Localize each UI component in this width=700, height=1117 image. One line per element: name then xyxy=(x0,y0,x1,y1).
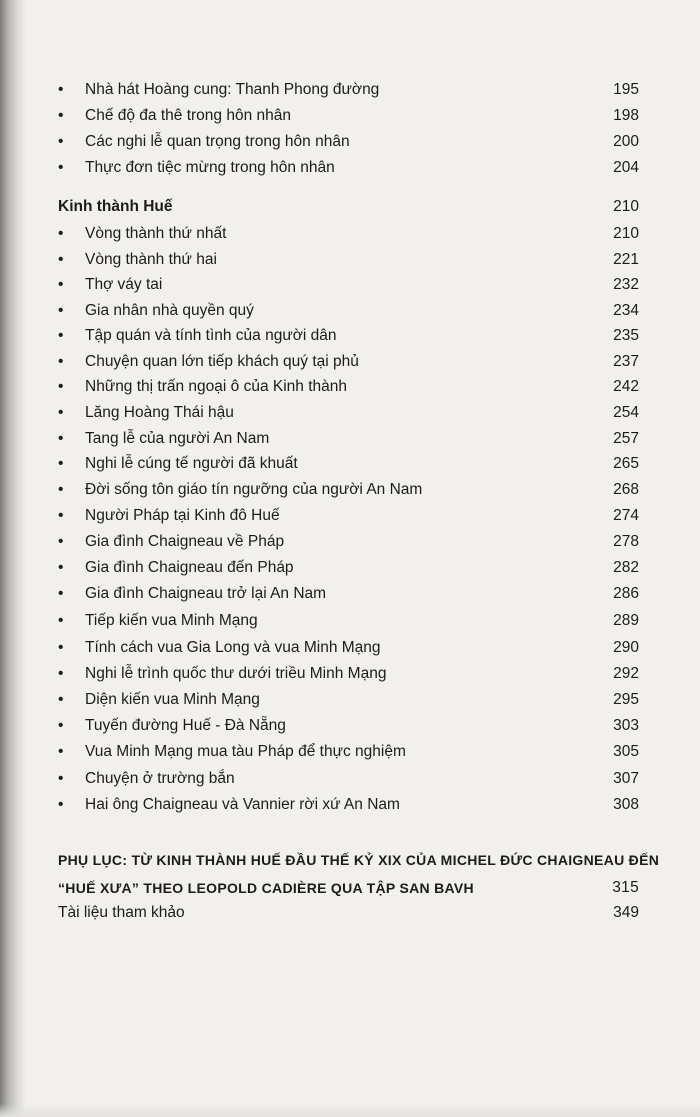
toc-entry-title: Nghi lễ cúng tế người đã khuất xyxy=(85,455,298,472)
bullet: • xyxy=(58,251,64,268)
toc-entry-page: 254 xyxy=(613,404,639,421)
toc-entry-title: Vòng thành thứ nhất xyxy=(85,225,227,242)
toc-entry-title: Chuyện ở trường bắn xyxy=(85,770,235,787)
toc-entry-page: 257 xyxy=(613,430,639,447)
toc-entry[interactable] xyxy=(58,156,639,180)
bullet: • xyxy=(58,665,64,682)
section-page: 210 xyxy=(613,198,639,215)
bullet: • xyxy=(58,225,64,242)
bullet: • xyxy=(58,612,64,629)
toc-entry-title: Gia đình Chaigneau trở lại An Nam xyxy=(85,585,327,602)
toc-entry-page: 282 xyxy=(613,559,639,576)
toc-entry[interactable] xyxy=(58,662,639,686)
toc-entry[interactable] xyxy=(58,350,639,374)
toc-entry-page: 237 xyxy=(613,353,639,370)
toc-entry-page: 295 xyxy=(613,691,639,708)
toc-entry[interactable] xyxy=(58,299,639,323)
toc-entry-title: Tập quán và tính tình của người dân xyxy=(85,327,337,344)
toc-entry[interactable] xyxy=(58,767,639,791)
toc-entry-page: 307 xyxy=(613,770,639,787)
bullet: • xyxy=(58,107,64,124)
toc-entry[interactable] xyxy=(58,636,639,660)
toc-entry[interactable] xyxy=(58,478,639,502)
toc-entry-page: 274 xyxy=(613,507,639,524)
toc-entry[interactable] xyxy=(58,222,639,246)
bullet: • xyxy=(58,743,64,760)
toc-entry-title: Nhà hát Hoàng cung: Thanh Phong đường xyxy=(85,81,380,98)
appendix-page: 315 xyxy=(612,879,639,896)
appendix-title-line2: “HUẾ XƯA” THEO LEOPOLD CADIÈRE QUA TẬP SAN BAVH xyxy=(58,880,474,896)
toc-entry-page: 308 xyxy=(613,796,639,813)
bullet: • xyxy=(58,81,64,98)
toc-entry-title: Đời sống tôn giáo tín ngưỡng của người An Nam xyxy=(85,481,423,498)
toc-entry-title: Người Pháp tại Kinh đô Huế xyxy=(85,507,280,524)
toc-entry[interactable] xyxy=(58,248,639,272)
toc-entry-page: 305 xyxy=(613,743,639,760)
toc-entry[interactable] xyxy=(58,324,639,348)
toc-entry-page: 195 xyxy=(613,81,639,98)
toc-entry-title: Chuyện quan lớn tiếp khách quý tại phủ xyxy=(85,353,359,370)
toc-entry[interactable] xyxy=(58,78,639,102)
toc-entry[interactable] xyxy=(58,714,639,738)
toc-entry-title: Hai ông Chaigneau và Vannier rời xứ An Nam xyxy=(85,796,400,813)
toc-entry-page: 200 xyxy=(613,133,639,150)
toc-entry-title: Nghi lễ trình quốc thư dưới triều Minh Mạng xyxy=(85,665,387,682)
toc-entry-title: Thợ váy tai xyxy=(85,276,163,293)
toc-entry-page: 292 xyxy=(613,665,639,682)
toc-entry[interactable] xyxy=(58,740,639,764)
toc-entry[interactable] xyxy=(58,273,639,297)
toc-entry-page: 232 xyxy=(613,276,639,293)
toc-entry[interactable] xyxy=(58,375,639,399)
bullet: • xyxy=(58,559,64,576)
toc-entry-title: Chế độ đa thê trong hôn nhân xyxy=(85,107,291,124)
toc-entry[interactable] xyxy=(58,130,639,154)
toc-entry-page: 289 xyxy=(613,612,639,629)
toc-entry-page: 290 xyxy=(613,639,639,656)
toc-entry-page: 303 xyxy=(613,717,639,734)
toc-entry-title: Lăng Hoàng Thái hậu xyxy=(85,404,234,421)
toc-references-entry[interactable] xyxy=(58,901,639,925)
bullet: • xyxy=(58,639,64,656)
toc-entry-page: 242 xyxy=(613,378,639,395)
page-bottom-edge xyxy=(0,1103,700,1117)
toc-entry[interactable] xyxy=(58,427,639,451)
toc-entry[interactable] xyxy=(58,793,639,817)
references-title: Tài liệu tham khảo xyxy=(58,904,185,921)
toc-entry[interactable] xyxy=(58,530,639,554)
toc-entry-title: Tiếp kiến vua Minh Mạng xyxy=(85,612,258,629)
bullet: • xyxy=(58,455,64,472)
toc-entry-page: 278 xyxy=(613,533,639,550)
bullet: • xyxy=(58,133,64,150)
bullet: • xyxy=(58,327,64,344)
toc-entry-title: Vua Minh Mạng mua tàu Pháp để thực nghiệm xyxy=(85,743,406,760)
toc-entry-title: Tang lễ của người An Nam xyxy=(85,430,270,447)
toc-entry-page: 210 xyxy=(613,225,639,242)
toc-entry[interactable] xyxy=(58,582,639,606)
toc-entry-title: Gia đình Chaigneau về Pháp xyxy=(85,533,285,550)
toc-entry-title: Tính cách vua Gia Long và vua Minh Mạng xyxy=(85,639,381,656)
bullet: • xyxy=(58,353,64,370)
toc-entry-page: 235 xyxy=(613,327,639,344)
bullet: • xyxy=(58,481,64,498)
toc-entry-page: 204 xyxy=(613,159,639,176)
toc-entry-page: 221 xyxy=(613,251,639,268)
toc-entry-title: Tuyến đường Huế - Đà Nẵng xyxy=(85,717,286,734)
bullet: • xyxy=(58,159,64,176)
toc-entry[interactable] xyxy=(58,104,639,128)
toc-entry-title: Thực đơn tiệc mừng trong hôn nhân xyxy=(85,159,335,176)
bullet: • xyxy=(58,717,64,734)
bullet: • xyxy=(58,770,64,787)
toc-entry-title: Gia đình Chaigneau đến Pháp xyxy=(85,559,294,576)
toc-entry-page: 265 xyxy=(613,455,639,472)
references-page: 349 xyxy=(613,904,639,921)
toc-entry[interactable] xyxy=(58,609,639,633)
bullet: • xyxy=(58,533,64,550)
toc-entry-page: 268 xyxy=(613,481,639,498)
section-title: Kinh thành Huế xyxy=(58,198,173,215)
bullet: • xyxy=(58,430,64,447)
toc-appendix-heading[interactable] xyxy=(58,847,660,903)
bullet: • xyxy=(58,691,64,708)
bullet: • xyxy=(58,796,64,813)
bullet: • xyxy=(58,302,64,319)
toc-entry[interactable] xyxy=(58,504,639,528)
toc-entry-page: 198 xyxy=(613,107,639,124)
toc-section-heading[interactable] xyxy=(58,195,639,219)
toc-entry[interactable] xyxy=(58,401,639,425)
appendix-title-line1: PHỤ LỤC: TỪ KINH THÀNH HUẾ ĐẦU THẾ KỶ XIX CỦA MICHEL ĐỨC CHAIGNEAU ĐẾN xyxy=(58,852,660,868)
toc-entry-title: Những thị trấn ngoại ô của Kinh thành xyxy=(85,378,348,395)
toc-entry-page: 234 xyxy=(613,302,639,319)
bullet: • xyxy=(58,378,64,395)
bullet: • xyxy=(58,507,64,524)
toc-entry[interactable] xyxy=(58,556,639,580)
toc-entry-title: Gia nhân nhà quyền quý xyxy=(85,302,254,319)
bullet: • xyxy=(58,276,64,293)
toc-entry[interactable] xyxy=(58,688,639,712)
toc-entry-title: Diện kiến vua Minh Mạng xyxy=(85,691,260,708)
toc-entry-title: Vòng thành thứ hai xyxy=(85,251,217,268)
toc-entry[interactable] xyxy=(58,452,639,476)
toc-entry-title: Các nghi lễ quan trọng trong hôn nhân xyxy=(85,133,350,150)
bullet: • xyxy=(58,404,64,421)
bullet: • xyxy=(58,585,64,602)
toc-entry-page: 286 xyxy=(613,585,639,602)
